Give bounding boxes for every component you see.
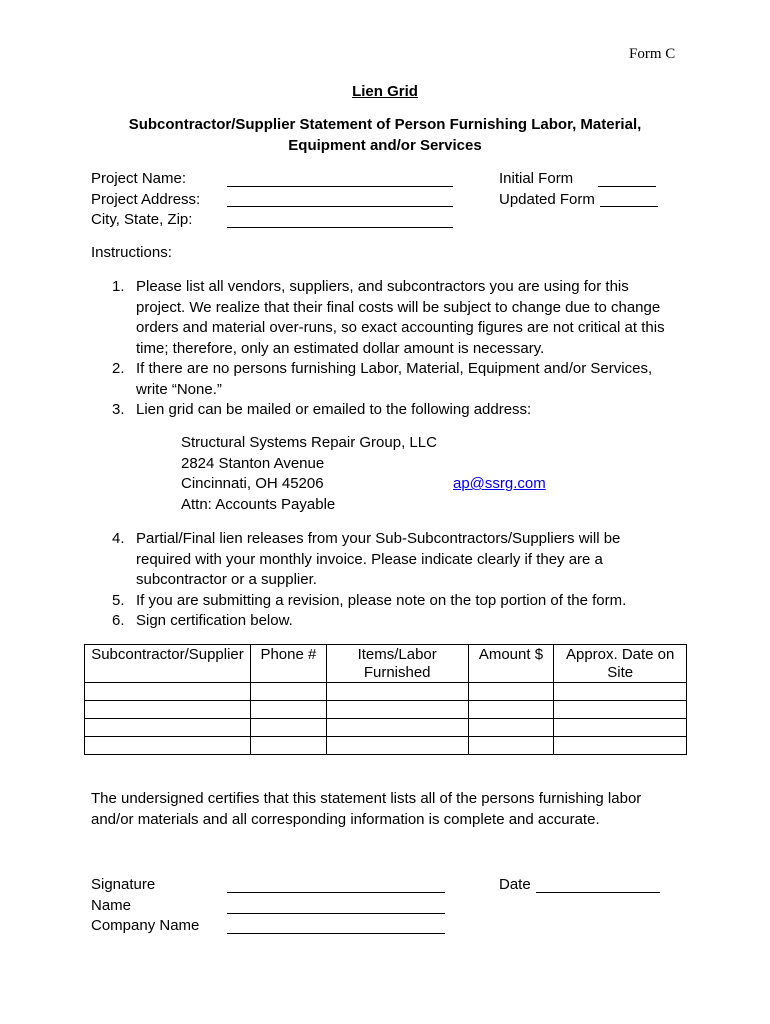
updated-form-field[interactable]: [600, 206, 658, 207]
certification-line: The undersigned certifies that this statement lists all of the persons furnishing labor: [91, 790, 642, 807]
certification-text: [91, 789, 641, 830]
instruction-line: orders and material over-runs, so exact accounting figures are not critical at this: [136, 319, 665, 336]
table-cell[interactable]: [468, 683, 554, 701]
address-company: Structural Systems Repair Group, LLC: [181, 434, 437, 451]
instruction-line: project. We realize that their final costs will be subject to change due to change: [136, 298, 661, 316]
instruction-line: write “None.”: [136, 380, 222, 398]
instruction-line: Please list all vendors, suppliers, and subcontractors you are using for this: [136, 278, 629, 295]
table-row: [85, 683, 687, 701]
column-header: Items/Labor Furnished: [326, 645, 468, 683]
instruction-line: If there are no persons furnishing Labor, Material, Equipment and/or Services,: [136, 360, 653, 377]
table-row: [85, 701, 687, 719]
instruction-line: required with your monthly invoice. Please indicate clearly if they are a: [136, 550, 603, 568]
table-cell[interactable]: [326, 719, 468, 737]
signature-field[interactable]: [227, 892, 445, 893]
table-cell[interactable]: [85, 719, 251, 737]
table-row: [85, 719, 687, 737]
instruction-line: Lien grid can be mailed or emailed to the following address:: [136, 401, 532, 418]
instruction-num: 4.: [112, 530, 125, 547]
table-cell[interactable]: [554, 701, 687, 719]
name-label: Name: [91, 897, 132, 914]
table-cell[interactable]: [554, 719, 687, 737]
project-name-label: Project Name:: [91, 170, 187, 187]
instruction-num: 3.: [112, 401, 125, 418]
column-header: Amount $: [468, 645, 554, 683]
table-cell[interactable]: [326, 683, 468, 701]
initial-form-label: Initial Form: [499, 170, 574, 187]
subtitle-line-1: Subcontractor/Supplier Statement of Person Furnishing Labor, Material,: [128, 116, 642, 133]
email-link[interactable]: ap@ssrg.com: [453, 475, 546, 492]
table-cell[interactable]: [250, 719, 326, 737]
table-row: [85, 737, 687, 755]
project-name-field[interactable]: [227, 186, 453, 187]
page-title: Lien Grid: [352, 83, 418, 100]
column-header: Approx. Date on Site: [554, 645, 687, 683]
table-cell[interactable]: [468, 701, 554, 719]
updated-form-label: Updated Form: [499, 191, 595, 208]
instruction-line: Partial/Final lien releases from your Sub-Subcontractors/Suppliers will be: [136, 530, 621, 547]
table-cell[interactable]: [554, 737, 687, 755]
instruction-line: If you are submitting a revision, please note on the top portion of the form.: [136, 592, 627, 609]
project-address-label: Project Address:: [91, 191, 201, 208]
instruction-line: time; therefore, only an estimated dollar amount is necessary.: [136, 339, 545, 357]
lien-grid-table: [84, 644, 687, 755]
table-cell[interactable]: [250, 737, 326, 755]
column-header: Subcontractor/Supplier: [85, 645, 251, 683]
table-cell[interactable]: [326, 701, 468, 719]
company-name-field[interactable]: [227, 933, 445, 934]
date-field[interactable]: [536, 892, 660, 893]
project-address-field[interactable]: [227, 206, 453, 207]
table-cell[interactable]: [468, 737, 554, 755]
city-state-zip-field[interactable]: [227, 227, 453, 228]
address-street: 2824 Stanton Avenue: [181, 454, 325, 472]
table-header-row: [85, 645, 687, 683]
table-cell[interactable]: [250, 683, 326, 701]
table-cell[interactable]: [85, 683, 251, 701]
address-attn: Attn: Accounts Payable: [181, 495, 336, 513]
certification-line: and/or materials and all corresponding information is complete and accurate.: [91, 810, 600, 828]
instruction-num: 6.: [112, 612, 125, 629]
company-name-label: Company Name: [91, 917, 200, 934]
city-state-zip-label: City, State, Zip:: [91, 211, 193, 228]
table-cell[interactable]: [250, 701, 326, 719]
signature-label: Signature: [91, 876, 156, 893]
instruction-num: 5.: [112, 592, 125, 609]
table-cell[interactable]: [326, 737, 468, 755]
table-cell[interactable]: [468, 719, 554, 737]
subtitle-line-2: Equipment and/or Services: [288, 137, 482, 154]
column-header: Phone #: [250, 645, 326, 683]
instructions-heading: Instructions:: [91, 244, 172, 261]
instruction-num: 1.: [112, 278, 125, 295]
address-city: Cincinnati, OH 45206: [181, 475, 324, 492]
mailing-address: [181, 433, 437, 515]
instruction-line: subcontractor or a supplier.: [136, 571, 317, 588]
instruction-num: 2.: [112, 360, 125, 377]
form-label: Form C: [629, 46, 676, 62]
table-cell[interactable]: [85, 701, 251, 719]
instruction-line: Sign certification below.: [136, 612, 293, 629]
table-cell[interactable]: [554, 683, 687, 701]
initial-form-field[interactable]: [598, 186, 656, 187]
date-label: Date: [499, 876, 531, 893]
table-cell[interactable]: [85, 737, 251, 755]
name-field[interactable]: [227, 913, 445, 914]
